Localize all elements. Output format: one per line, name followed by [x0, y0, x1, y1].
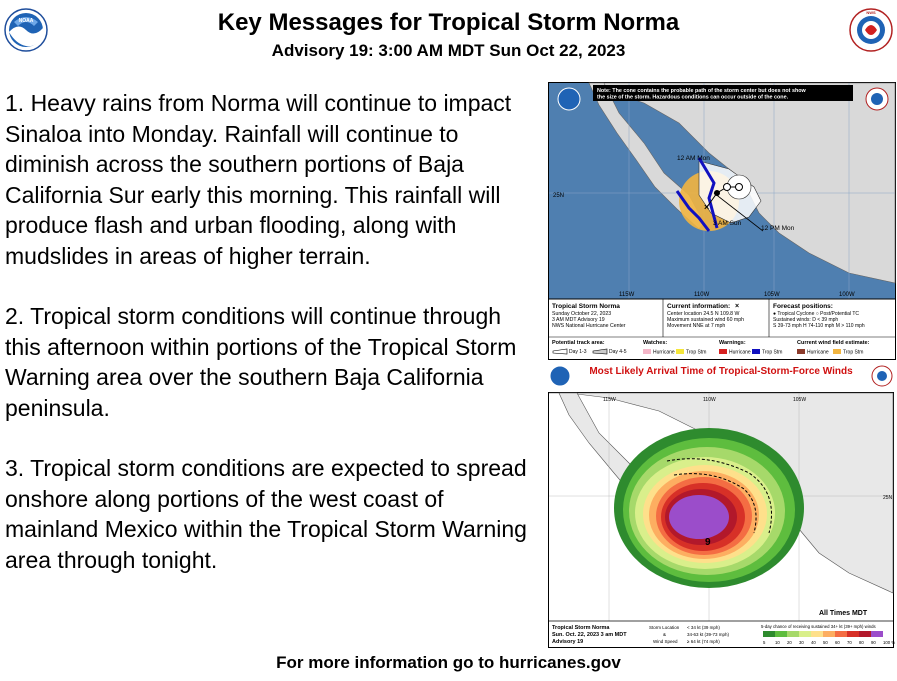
watch-hurricane: Hurricane	[653, 349, 675, 356]
cone-storm-name: Tropical Storm Norma	[552, 303, 620, 310]
prob-swatch	[847, 631, 859, 637]
cone-storm-date: Sunday October 22, 2023	[552, 311, 612, 317]
prob-tick-label: 60	[835, 640, 840, 645]
prob-tick-label: 5	[763, 640, 766, 645]
sustained-winds-b: S 39-73 mph H 74-110 mph M > 110 mph	[773, 323, 865, 329]
cone-note-line1: Note: The cone contains the probable path of the storm center but does not show	[597, 88, 806, 94]
forecast-cone-map	[548, 82, 896, 360]
key-messages	[5, 88, 535, 605]
cone-map-graphic	[549, 83, 895, 359]
arrival-date-line: Sun. Oct. 22, 2023 3 am MDT	[552, 632, 627, 638]
current-info-title: Current information:	[667, 303, 731, 310]
watches-title: Watches:	[643, 340, 668, 346]
prob-swatch	[775, 631, 787, 637]
wind-probability-shading	[614, 428, 804, 588]
prob-tick-label: 100 %	[883, 640, 896, 645]
prob-tick-label: 10	[775, 640, 780, 645]
wind-hurricane: Hurricane	[807, 349, 829, 356]
lon-label-110w: 110W	[694, 292, 710, 298]
lon-label-105w: 105W	[764, 292, 780, 298]
warning-trop-stm: Trop Stm	[762, 349, 783, 356]
forecast-types: ● Tropical Cyclone ○ Post/Potential TC	[773, 311, 859, 317]
wind-64-label: ≥ 64 kt (74 mph)	[687, 639, 720, 644]
prob-swatch	[871, 631, 883, 637]
track-label-12pm-mon: 12 PM Mon	[761, 225, 795, 232]
amp-label: &	[663, 632, 667, 637]
arrival-lon-115w: 115W	[603, 397, 616, 403]
prob-tick-label: 80	[859, 640, 864, 645]
lon-label-100w: 100W	[839, 292, 855, 298]
arrival-lon-105w: 105W	[793, 397, 807, 403]
advisory-subtitle: Advisory 19: 3:00 AM MDT Sun Oct 22, 2023	[271, 41, 626, 60]
key-message-1: 1. Heavy rains from Norma will continue to impact Sinaloa into Monday. Rainfall will continue to diminish across the southern portions of Baja California Sur early this morning. This rainfall will produce flash and urban flooding, along with mudslides in areas of higher terrain.	[5, 90, 512, 269]
key-message-3: 3. Tropical storm conditions are expected to spread onshore along portions of the west coast of mainland Mexico within the Tropical Storm Warning area through tonight.	[5, 455, 527, 573]
page-title: Key Messages for Tropical Storm Norma	[217, 9, 680, 36]
storm-location-label: Storm Location	[649, 625, 680, 630]
arrival-time-map	[548, 392, 894, 648]
max-wind: Maximum sustained wind 60 mph	[667, 317, 744, 323]
arrival-lat-25n: 25N	[883, 495, 893, 501]
day13-label: Day 1-3	[569, 349, 587, 355]
prob-tick-label: 50	[823, 640, 828, 645]
track-label-12am-mon: 12 AM Mon	[677, 155, 710, 162]
arrival-map-graphic	[549, 393, 896, 647]
prob-swatch	[787, 631, 799, 637]
prob-swatch	[763, 631, 775, 637]
prob-swatch	[799, 631, 811, 637]
prob-title: 5-day chance of receiving sustained 34+ kt (39+ mph) winds	[761, 624, 876, 629]
movement: Movement NNE at 7 mph	[667, 323, 726, 329]
current-position-marker: ×	[704, 202, 710, 212]
arrival-map-title: Most Likely Arrival Time of Tropical-Storm-Force Winds	[589, 366, 853, 377]
wind-trop-stm: Trop Stm	[843, 349, 864, 356]
noaa-logo	[4, 8, 48, 52]
current-info-symbol: ×	[735, 303, 740, 310]
sustained-winds-a: Sustained winds: D < 39 mph	[773, 317, 839, 323]
prob-tick-label: 70	[847, 640, 852, 645]
footer-link-text: For more information go to hurricanes.gov	[276, 653, 621, 672]
warning-hurricane: Hurricane	[729, 349, 751, 356]
forecast-positions-title: Forecast positions:	[773, 303, 833, 310]
key-message-2: 2. Tropical storm conditions will continue through this afternoon within portions of the Tropical Storm Warning area over the southern Baja California peninsula.	[5, 303, 517, 421]
prob-tick-label: 20	[787, 640, 792, 645]
prob-tick-label: 40	[811, 640, 816, 645]
nws-logo	[849, 8, 893, 52]
day45-label: Day 4-5	[609, 349, 627, 355]
svg-text:NWS: NWS	[866, 10, 876, 15]
lat-label-25n: 25N	[553, 193, 565, 199]
wind-field-title: Current wind field estimate:	[797, 340, 870, 346]
arrival-storm-name: Tropical Storm Norma	[552, 625, 610, 631]
wind-34-63-label: 34-63 kt (39-73 mph)	[687, 632, 730, 637]
track-label-3am-sun: 3 AM Sun	[713, 220, 742, 227]
arrival-time-panel	[548, 362, 894, 648]
header	[0, 8, 897, 62]
lon-label-115w: 115W	[619, 292, 635, 298]
prob-tick-label: 90	[871, 640, 876, 645]
prob-tick-label: 30	[799, 640, 804, 645]
all-times-label: All Times MDT	[819, 610, 868, 617]
prob-swatch	[835, 631, 847, 637]
wind-speed-label: Wind Speed	[653, 639, 678, 644]
center-location: Center location 24.5 N 109.8 W	[667, 311, 740, 317]
svg-text:NOAA: NOAA	[18, 18, 34, 24]
cone-noaa-icon	[558, 88, 580, 110]
prob-swatch	[811, 631, 823, 637]
prob-swatch	[823, 631, 835, 637]
wind-34-label: < 34 kt (39 mph)	[687, 625, 720, 630]
probability-color-bar	[763, 631, 883, 637]
cone-note-line2: the size of the storm. Hazardous conditions can occur outside of the cone.	[597, 94, 789, 101]
prob-swatch	[859, 631, 871, 637]
cone-storm-center: NWS National Hurricane Center	[552, 323, 626, 329]
arrival-advisory: Advisory 19	[552, 639, 584, 645]
track-area-title: Potential track area:	[552, 340, 605, 346]
warnings-title: Warnings:	[719, 340, 746, 346]
watch-trop-stm: Trop Stm	[686, 349, 707, 356]
storm-location-symbol: 9	[705, 537, 711, 548]
arrival-lon-110w: 110W	[703, 397, 716, 403]
cone-storm-advisory: 3 AM MDT Advisory 19	[552, 317, 605, 323]
